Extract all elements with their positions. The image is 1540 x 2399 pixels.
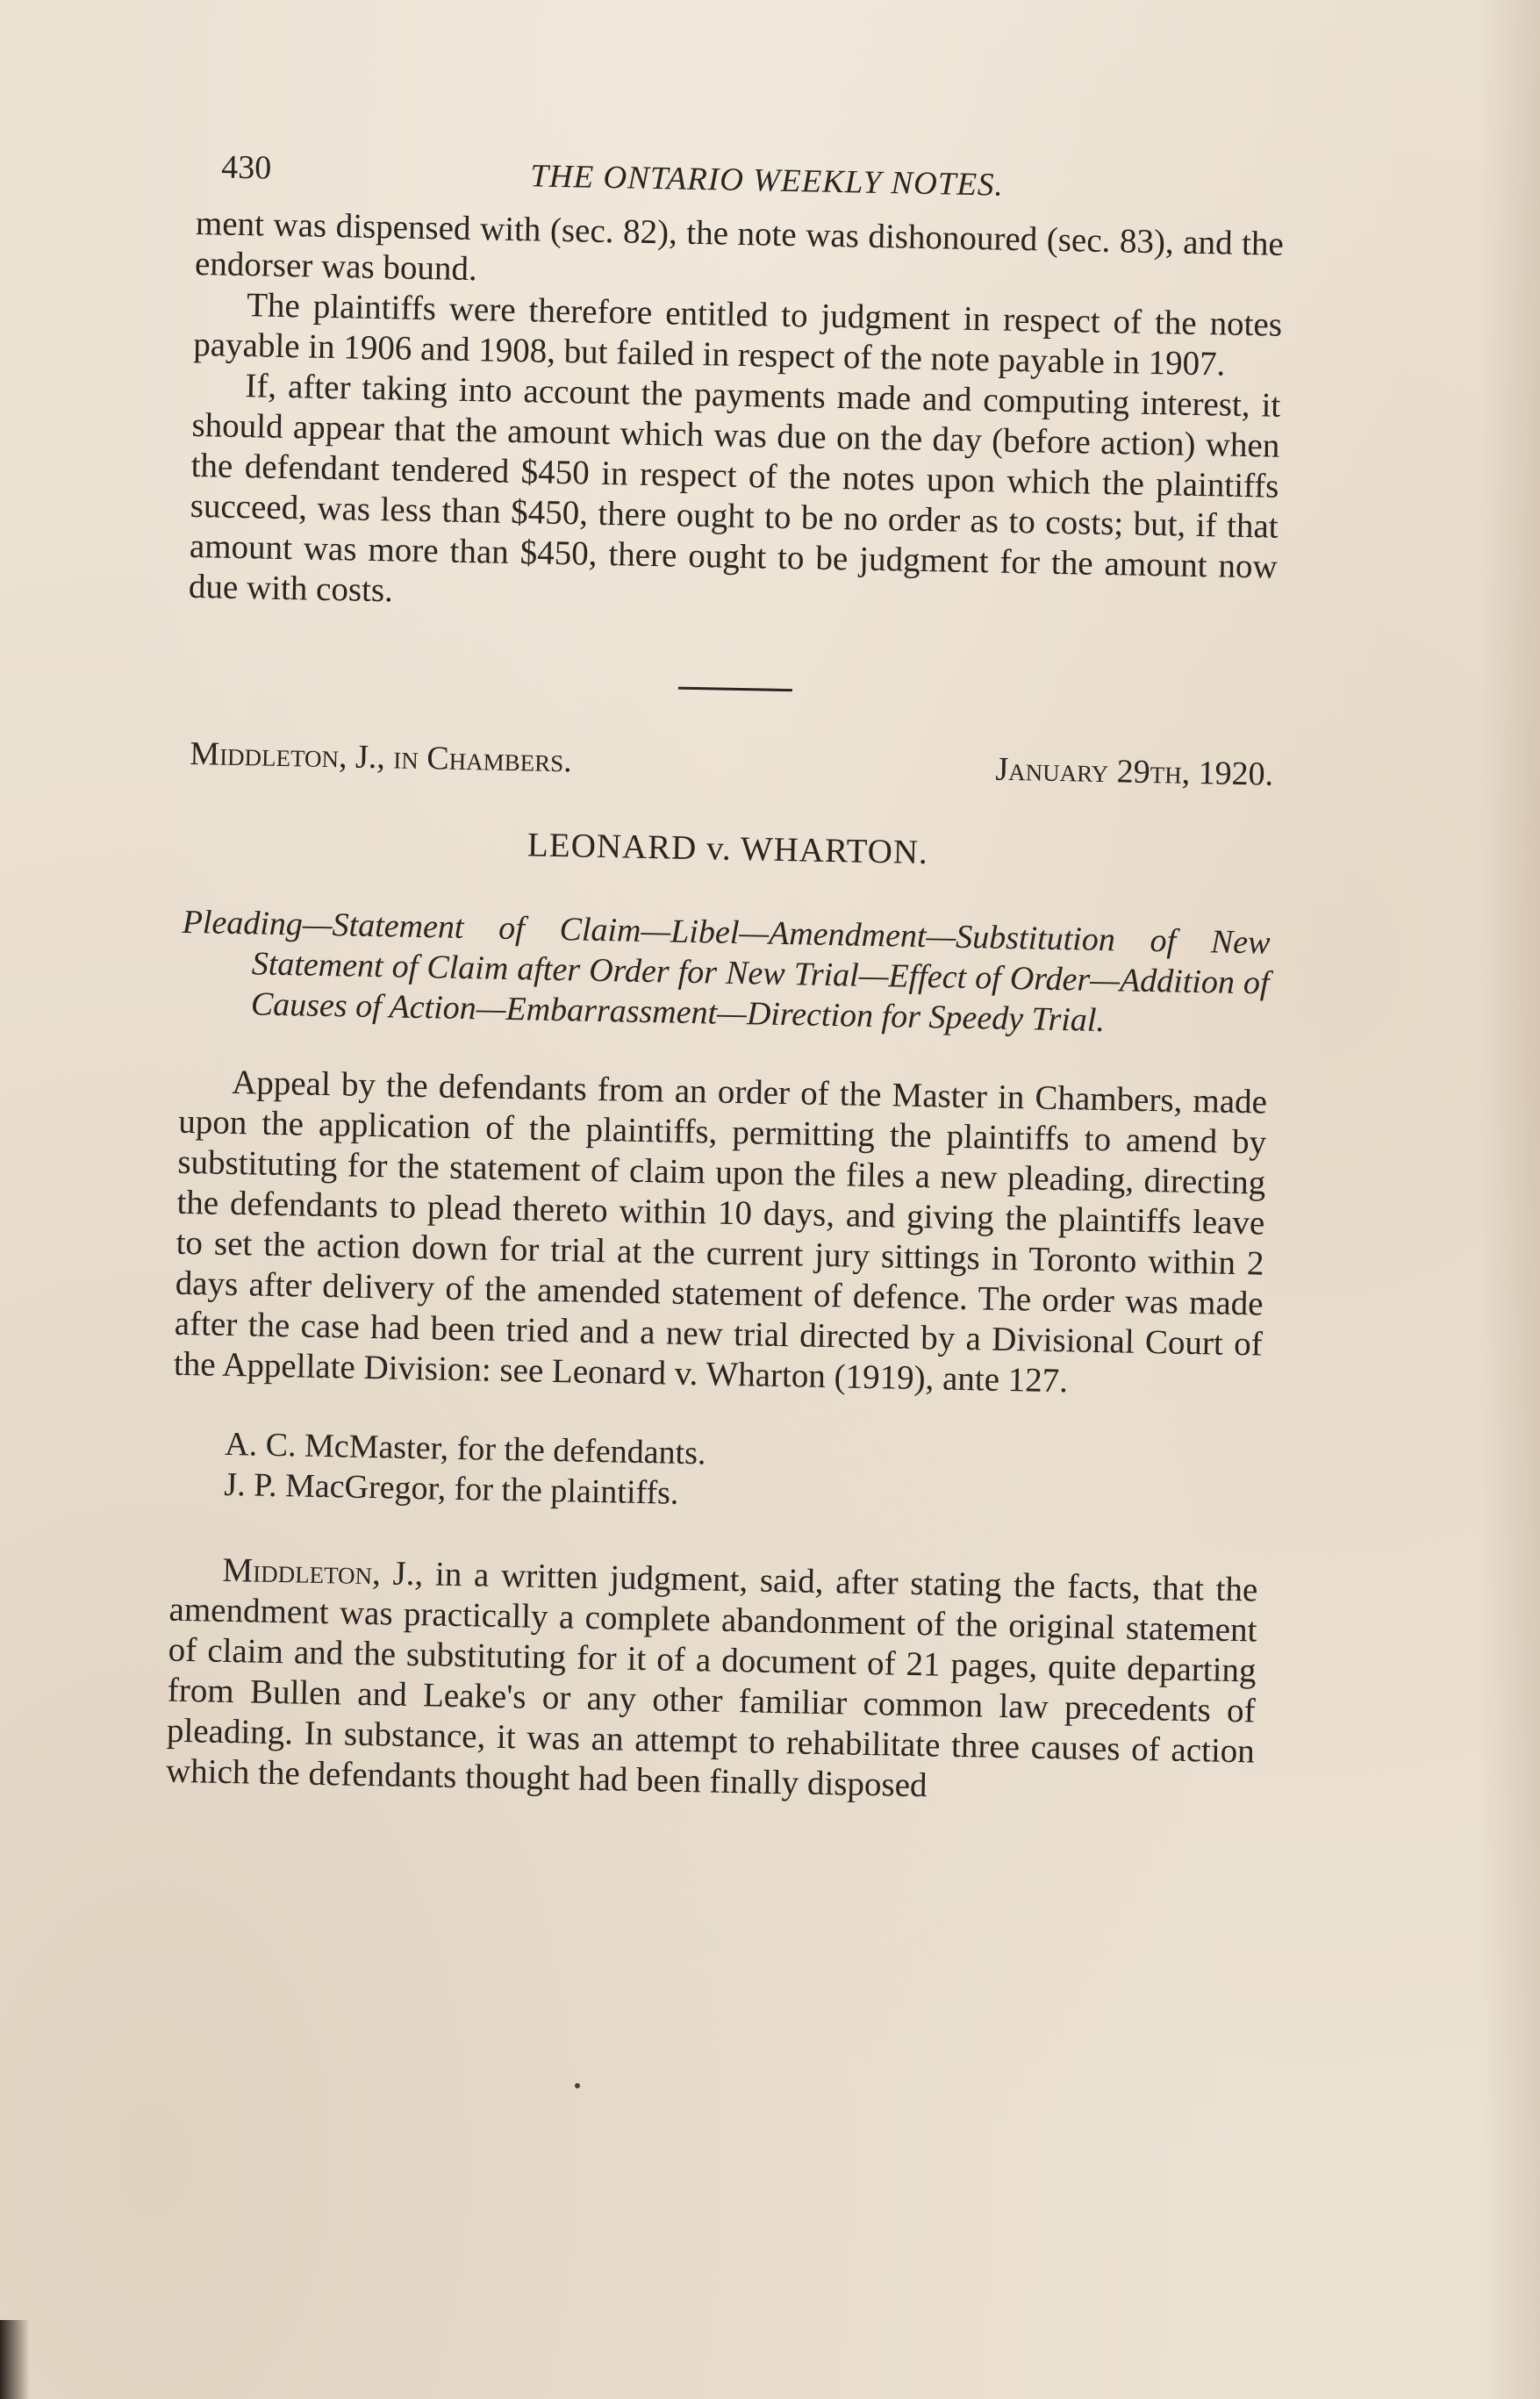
judgment-text: in a written judgment, said, after stating the facts, that the amendment was practically a complete abandonment of the original statement of claim and the substituting for it of a document of 21 pages, quite departing from Bullen and Leake's or any other familiar common law precedents of pleading. In substance, it was an attempt to rehabilitate three causes of action which the defendants thought had been finally disposed xyxy=(165,1555,1258,1805)
headnote: Pleading—Statement of Claim—Libel—Amendment—Substitution of New Statement of Claim after Order for New Trial—Effect of Order—Addition of Causes of Action—Embarrassment—Direction for Speedy Trial. xyxy=(182,903,1271,1040)
court-date-line xyxy=(185,734,1274,794)
court-name: Middleton, J., in Chambers. xyxy=(189,734,573,780)
case-title: LEONARD v. WHARTON. xyxy=(526,826,929,872)
running-head: THE ONTARIO WEEKLY NOTES. xyxy=(529,158,1005,204)
judge-name: Middleton, J., xyxy=(222,1550,424,1593)
judgment-date: January 29th, 1920. xyxy=(995,750,1274,793)
continuation-paragraph-3: If, after taking into account the payments made and computing interest, it should appear that the amount which was due on the day (before action) when the defendant tendered $450 in respect of the notes upon which the plaintiffs succeed, was less than $450, there ought to be no order as to costs; but, if that amount was more than $450, there ought to be judgment for the amount now due with costs. xyxy=(188,367,1281,610)
ink-speck xyxy=(575,2083,580,2088)
page-edge-shadow xyxy=(1479,0,1540,2399)
continuation-paragraph-2: The plaintiffs were therefore entitled to judgment in respect of the notes payable in 1906 and 1908, but failed in respect of the note payable in 1907. xyxy=(192,286,1283,383)
appeal-paragraph: Appeal by the defendants from an order of the Master in Chambers, made upon the application of the plaintiffs, permitting the plaintiffs to amend by substituting for the statement of claim upon the files a new pleading, directing the defendants to plead thereto within 10 days, and giving the plaintiffs leave to set the action down for trial at the current jury sittings in Toronto within 2 days after delivery of the amended statement of defence. The order was made after the case had been tried and a new trial directed by a Divisional Court of the Appellate Division: see Leonard v. Wharton (1919), ante 127. xyxy=(173,1063,1268,1400)
counsel-plaintiffs: J. P. MacGregor, for the plaintiffs. xyxy=(224,1465,679,1512)
section-divider xyxy=(678,687,792,691)
counsel-defendants: A. C. McMaster, for the defendants. xyxy=(224,1425,706,1472)
page-content xyxy=(166,132,1286,1812)
page-number: 430 xyxy=(220,148,272,187)
page-corner-shadow xyxy=(0,2320,30,2399)
counsel-list xyxy=(171,1423,1261,1525)
judgment-paragraph xyxy=(166,1550,1258,1813)
continuation-paragraph-1: ment was dispensed with (sec. 82), the note was dishonoured (sec. 83), and the endorser was bound. xyxy=(194,204,1285,289)
